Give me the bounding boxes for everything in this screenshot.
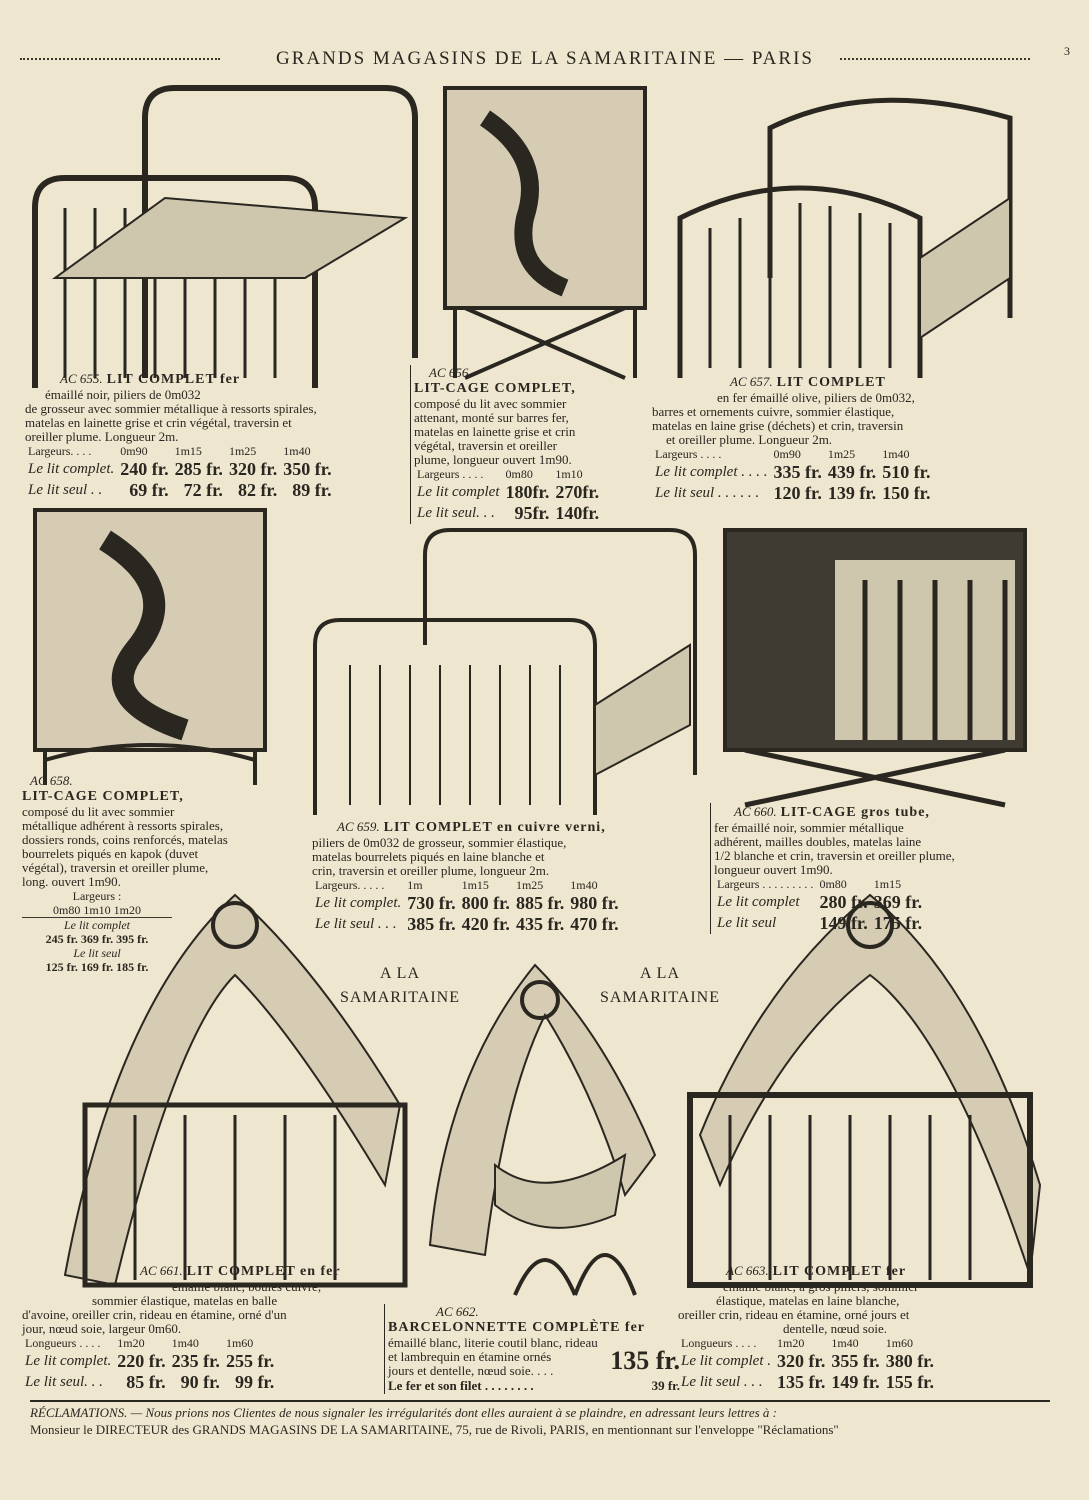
product-description: fer émaillé noir, sommier métallique adhérent, mailles doubles, matelas laine 1/2 blanche et crin, traversin et oreiller plume, longueur ouvert 1m90.	[714, 820, 955, 877]
product-ac662	[384, 1304, 680, 1394]
product-name: LIT-CAGE COMPLET,	[414, 381, 576, 396]
product-ac658	[22, 773, 312, 974]
slogan-right: A LA SAMARITAINE	[600, 965, 720, 1006]
product-price: 135 fr.	[610, 1346, 680, 1375]
bed-illustration-657	[670, 78, 1065, 388]
product-ac656	[410, 365, 654, 524]
product-description: composé du lit avec sommier attenant, monté sur barres fer, matelas en lainette grise et crin végétal, traversin et oreiller plume, longueur ouvert 1m90.	[414, 396, 576, 467]
product-name: LIT COMPLET fer	[106, 372, 241, 387]
product-description: émaillé blanc, literie coutil blanc, rideau et lambrequin en étamine ornés jours et dentelle, nœud soie. . . . 135 fr.	[388, 1335, 680, 1378]
price-table: Longueurs . . . . 1m20 1m40 1m60 Le lit complet . 320 fr. 355 fr. 380 fr. Le lit seul . . . 135 fr. 149 fr. 155 fr.	[681, 1336, 935, 1392]
price-table: Largeurs . . . . 0m80 1m10 Le lit complet 180fr. 270fr. Le lit seul. . . 95fr. 140fr.	[417, 467, 600, 523]
slogan-left: A LA SAMARITAINE	[340, 965, 460, 1006]
product-ac657	[652, 373, 1044, 504]
footer-notice	[30, 1400, 1050, 1438]
product-ac661	[22, 1262, 382, 1393]
product-ref: AC 661.	[140, 1263, 183, 1278]
product-name: BARCELONNETTE COMPLÈTE fer	[388, 1320, 646, 1335]
page-header	[20, 44, 1070, 74]
product-description: piliers de 0m032 de grosseur, sommier élastique, matelas bourrelets piqués en laine blanche et crin, traversin et oreiller plume, longueur 2m.	[312, 835, 567, 878]
price-table: Largeurs . . . . 0m90 1m25 1m40 Le lit complet . . . . 335 fr. 439 fr. 510 fr. Le lit seul . . . . . . 120 fr. 139 fr. 150 fr.	[655, 447, 931, 503]
product-description: en fer émaillé olive, piliers de 0m032, barres et ornements cuivre, sommier élastique, matelas en laine grise (déchets) et crin, traversin et oreiller plume. Longueur 2m.	[652, 390, 915, 447]
footer-line-2: Monsieur le DIRECTEUR des GRANDS MAGASINS DE LA SAMARITAINE, 75, rue de Rivoli, PARIS, en mentionnant sur l'enveloppe "Réclamations"	[30, 1422, 839, 1437]
product-ac663	[678, 1262, 1045, 1393]
product-ac660	[710, 803, 1049, 934]
product-ref: AC 658.	[30, 773, 73, 788]
product-description: émaillé blanc, boules cuivre, sommier élastique, matelas en balle d'avoine, oreiller crin, rideau en étamine, orné d'un jour, nœud soie, largeur 0m60.	[22, 1279, 322, 1336]
product-ref: AC 660.	[734, 804, 777, 819]
product-name: LIT-CAGE gros tube,	[780, 805, 930, 820]
product-name: LIT COMPLET en fer	[186, 1264, 341, 1279]
brass-bed-illustration-659	[310, 525, 710, 815]
product-ref: AC 655.	[60, 371, 103, 386]
product-name: LIT COMPLET	[776, 375, 886, 390]
bed-illustration-655	[25, 78, 425, 388]
page-title: GRANDS MAGASINS DE LA SAMARITAINE — PARIS	[276, 48, 814, 69]
footer-line-1: RÉCLAMATIONS. — Nous prions nos Clientes de nous signaler les irrégularités dont elles auraient à se plaindre, en adressant leurs lettres à :	[30, 1405, 777, 1420]
price-block: Largeurs : 0m80 1m10 1m20 Le lit complet 245 fr. 369 fr. 395 fr. Le lit seul 125 fr. 169 fr. 185 fr.	[22, 889, 172, 974]
price-table: Largeurs. . . . 0m90 1m15 1m25 1m40 Le lit complet. 240 fr. 285 fr. 320 fr. 350 fr. Le lit seul . . 69 fr. 72 fr. 82 fr. 89 fr.	[28, 444, 332, 500]
product-description: émaillé blanc, à gros piliers, sommier élastique, matelas en laine blanche, oreiller crin, rideau en étamine, orné jours et dentelle, nœud soie.	[678, 1279, 919, 1336]
price-table: Longueurs . . . . 1m20 1m40 1m60 Le lit complet. 220 fr. 235 fr. 255 fr. Le lit seul. . . 85 fr. 90 fr. 99 fr.	[25, 1336, 275, 1392]
product-name: LIT-CAGE COMPLET,	[22, 789, 184, 804]
product-name: LIT COMPLET en cuivre verni,	[383, 820, 606, 835]
folding-bed-illustration-658	[25, 500, 275, 790]
product-ac659	[312, 818, 708, 935]
page-mark: 3	[1064, 44, 1070, 58]
product-description: émaillé noir, piliers de 0m032 de grosseur avec sommier métallique à ressorts spirales, matelas en lainette grise et crin végétal, traversin et oreiller plume. Longueur 2m.	[25, 387, 317, 444]
crib-illustration-663	[680, 885, 1045, 1295]
product-ref: AC 659.	[337, 819, 380, 834]
price-table: Largeurs. . . . . 1m 1m15 1m25 1m40 Le lit complet. 730 fr. 800 fr. 885 fr. 980 fr. Le lit seul . . . 385 fr. 420 fr. 435 fr. 470 fr.	[315, 878, 619, 934]
product-description: composé du lit avec sommier métallique adhérent à ressorts spirales, dossiers ronds, coins renforcés, matelas bourrelets piqués en kapok (duvet végétal), traversin et oreiller plume, long. ouvert 1m90.	[22, 804, 228, 889]
product-ac655	[25, 370, 410, 501]
product-ref: AC 657.	[730, 374, 773, 389]
product-ref: AC 663.	[726, 1263, 769, 1278]
folding-bed-illustration-656	[425, 78, 665, 388]
extra-price-row: Le fer et son filet . . . . . . . . 39 fr.	[388, 1378, 680, 1393]
product-name: LIT COMPLET fer	[772, 1264, 907, 1279]
folding-bed-illustration-660	[715, 520, 1035, 810]
price-table: Largeurs . . . . . . . . . 0m80 1m15 Le lit complet 280 fr. 369 fr. Le lit seul 149 fr. 175 fr.	[717, 877, 923, 933]
product-ref: AC 656.	[429, 365, 472, 380]
product-ref: AC 662.	[436, 1304, 479, 1319]
